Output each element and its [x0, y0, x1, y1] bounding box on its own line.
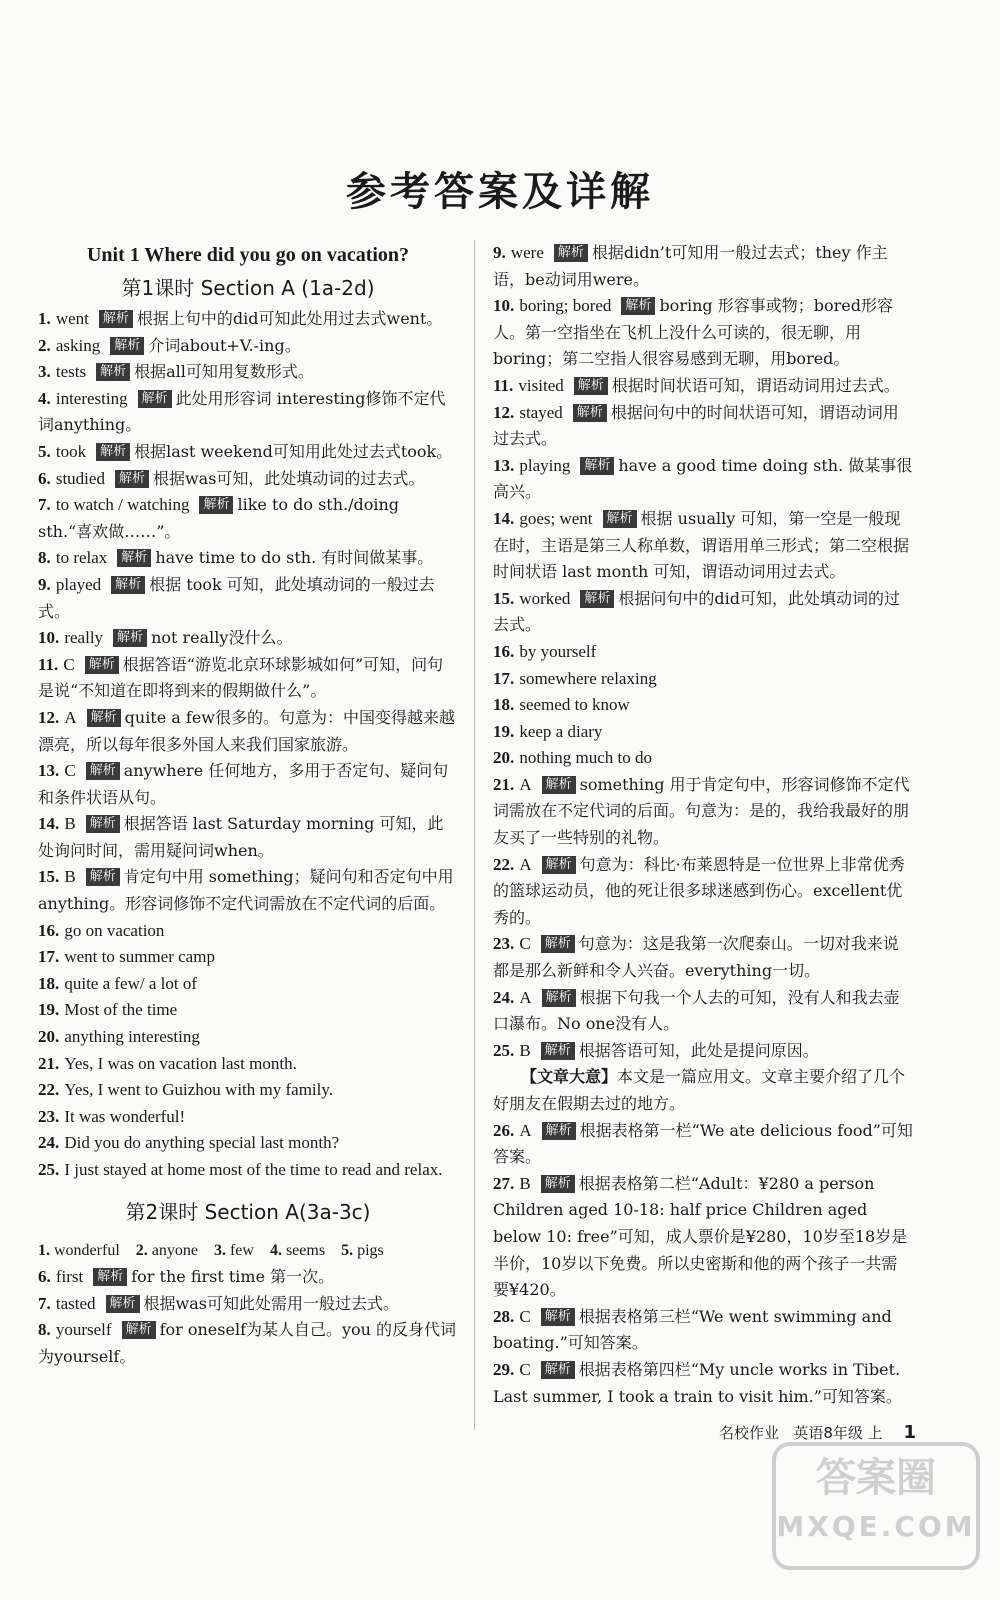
answer-text: pigs — [357, 1241, 384, 1259]
answer-text: really — [64, 628, 104, 648]
answer-item — [493, 1038, 913, 1065]
passage-summary — [493, 1064, 913, 1117]
answer-text: to relax — [55, 548, 108, 568]
analysis-text: quite a few很多的。句意为：中国变得越来越漂亮，所以每年很多外国人来我们国家旅游。 — [38, 707, 456, 754]
answer-item — [493, 453, 913, 506]
page-number: 1 — [903, 1422, 916, 1443]
analysis-tag: 解析 — [574, 377, 608, 395]
answer-number: 10. — [38, 628, 60, 648]
analysis-tag: 解析 — [541, 1308, 575, 1326]
analysis-text: have time to do sth. 有时间做某事。 — [155, 548, 434, 568]
analysis-tag: 解析 — [542, 989, 576, 1007]
answer-text: were — [510, 243, 544, 262]
answer-text: worked — [519, 588, 571, 608]
analysis-tag: 解析 — [85, 656, 119, 674]
analysis-text: 根据下句我一个人去的可知，没有人和我去壶口瀑布。No one没有人。 — [493, 987, 900, 1034]
footer-book: 名校作业 — [719, 1424, 780, 1442]
analysis-text: 介词about+V.-ing。 — [148, 335, 301, 355]
answer-number: 13. — [38, 761, 60, 781]
answer-item — [38, 944, 458, 971]
answer-number: 20. — [493, 748, 515, 768]
analysis-text: for oneself为某人自己。you 的反身代词为yourself。 — [38, 1320, 457, 1366]
analysis-tag: 解析 — [110, 337, 144, 355]
answer-number: 24. — [493, 987, 515, 1007]
analysis-tag: 解析 — [122, 1321, 156, 1339]
page-footer — [719, 1422, 916, 1443]
answer-text: C — [63, 654, 75, 674]
answer-item — [493, 1118, 913, 1171]
analysis-text: 根据 usually 可知，第一空是一般现在时，主语是第三人称单数，谓语用单三形式；第二空根据时间状语 last month 可知，谓语动词用过去式。 — [493, 508, 910, 582]
analysis-tag: 解析 — [117, 549, 151, 567]
answer-text: Yes, I was on vacation last month. — [64, 1053, 297, 1073]
answer-item — [38, 918, 458, 945]
analysis-text: 根据时间状语可知，谓语动词用过去式。 — [611, 375, 900, 395]
analysis-tag: 解析 — [87, 709, 121, 727]
answer-number: 9. — [38, 574, 51, 594]
answer-item — [493, 666, 913, 693]
answer-number: 16. — [38, 920, 60, 940]
analysis-text: 根据表格第三栏“We went swimming and boating.”可知答案。 — [493, 1306, 892, 1353]
answer-text: first — [55, 1267, 84, 1287]
inline-answer — [214, 1242, 254, 1259]
answer-item — [38, 625, 458, 652]
answer-item — [493, 586, 913, 639]
answer-text: C — [519, 1359, 531, 1379]
answer-item — [38, 492, 458, 545]
answer-text: wonderful — [54, 1241, 120, 1259]
answer-number: 27. — [493, 1173, 515, 1193]
analysis-text: 根据表格第二栏“Adult：¥280 a person Children aged 10-18: half price Children aged below 10: free”可知，成人票价是¥280，10岁至18岁是半价，10岁以下免费。所以史密斯和他的两个孩子一共需要¥420。 — [493, 1173, 908, 1300]
answer-text: It was wonderful! — [64, 1106, 186, 1126]
summary-text: 本文是一篇应用文。文章主要介绍了几个好朋友在假期去过的地方。 — [493, 1067, 906, 1113]
answer-number: 14. — [38, 814, 60, 834]
answer-item — [493, 852, 913, 932]
answer-text: interesting — [55, 388, 128, 408]
answer-text: went — [55, 309, 89, 328]
answer-number: 1. — [38, 1241, 50, 1259]
section2-answer-row — [38, 1238, 458, 1265]
analysis-tag: 解析 — [541, 1361, 575, 1379]
answer-number: 2. — [135, 1241, 148, 1259]
analysis-tag: 解析 — [86, 868, 120, 886]
answer-text: B — [519, 1173, 531, 1193]
answer-text: C — [519, 1306, 531, 1326]
answer-number: 24. — [38, 1133, 60, 1153]
answer-item — [38, 811, 458, 864]
answer-item — [493, 1357, 913, 1410]
answer-item — [493, 745, 913, 772]
answer-number: 1. — [38, 309, 51, 328]
analysis-tag: 解析 — [580, 590, 614, 608]
answer-item — [38, 1024, 458, 1051]
page-title: 参考答案及详解 — [346, 168, 654, 215]
answer-number: 22. — [38, 1080, 60, 1100]
analysis-tag: 解析 — [99, 310, 133, 328]
answer-text: A — [519, 774, 532, 794]
answer-item — [38, 1130, 458, 1157]
answer-number: 19. — [493, 721, 515, 741]
analysis-text: 句意为：这是我第一次爬泰山。一切对我来说都是那么新鲜和令人兴奋。everything一切。 — [493, 934, 899, 981]
answer-item — [38, 1291, 458, 1318]
answer-number: 11. — [38, 654, 59, 674]
answer-number: 3. — [38, 362, 51, 382]
answer-number: 2. — [38, 335, 51, 355]
answer-item — [38, 386, 458, 439]
analysis-text: 根据答语“游览北京环球影城如何”可知，问句是说“不知道在即将到来的假期做什么”。 — [38, 654, 444, 701]
answer-item — [493, 985, 913, 1038]
analysis-text: anywhere 任何地方，多用于否定句、疑问句和条件状语从句。 — [38, 761, 449, 807]
answer-number: 4. — [269, 1241, 282, 1259]
unit-title: Unit 1 Where did you go on vacation? — [86, 244, 410, 266]
answer-item — [493, 931, 913, 984]
analysis-text: for the first time 第一次。 — [131, 1267, 335, 1287]
answer-item — [38, 466, 458, 493]
answer-item — [38, 864, 458, 917]
answer-item — [493, 506, 913, 586]
answer-text: B — [64, 814, 76, 834]
answer-number: 10. — [493, 296, 515, 316]
section-title-2: 第2课时 Section A(3a-3c) — [125, 1199, 371, 1224]
answer-item — [38, 306, 458, 333]
answer-number: 6. — [38, 1267, 51, 1287]
right-answer-list — [493, 240, 913, 1064]
answer-text: seems — [285, 1241, 326, 1259]
answer-item — [38, 997, 458, 1024]
answer-number: 21. — [38, 1053, 60, 1073]
answer-number: 18. — [38, 973, 60, 993]
answer-number: 4. — [38, 388, 51, 408]
analysis-tag: 解析 — [542, 1122, 576, 1140]
analysis-tag: 解析 — [542, 856, 576, 874]
left-answer-list — [38, 306, 458, 1184]
analysis-text: 根据was可知此处需用一般过去式。 — [143, 1293, 399, 1313]
answer-item — [38, 359, 458, 386]
answer-item — [38, 545, 458, 572]
analysis-tag: 解析 — [541, 1175, 575, 1193]
answer-number: 26. — [493, 1120, 515, 1140]
answer-number: 14. — [493, 508, 515, 528]
right-column — [493, 240, 913, 1410]
answer-text: A — [64, 707, 77, 727]
answer-text: took — [55, 441, 87, 461]
answer-text: keep a diary — [519, 721, 603, 741]
analysis-tag: 解析 — [603, 510, 637, 528]
answer-number: 7. — [38, 495, 51, 515]
answer-text: I just stayed at home most of the time to read and relax. — [64, 1160, 443, 1179]
answer-number: 12. — [493, 402, 515, 422]
answer-item — [493, 373, 913, 400]
answer-text: to watch / watching — [55, 495, 190, 515]
answer-item — [38, 439, 458, 466]
answer-item — [38, 971, 458, 998]
answer-number: 18. — [493, 695, 515, 715]
footer-subject: 英语8年级 上 — [793, 1424, 883, 1442]
answer-number: 15. — [38, 867, 60, 887]
analysis-text: like to do sth./doing sth.“喜欢做……”。 — [38, 495, 400, 541]
answer-number: 23. — [493, 934, 515, 954]
answer-text: nothing much to do — [519, 748, 653, 768]
inline-answer — [270, 1242, 325, 1259]
analysis-text: 根据didn’t可知用一般过去式；they 作主语，be动词用were。 — [493, 243, 888, 289]
analysis-tag: 解析 — [541, 1042, 575, 1060]
answer-text: Did you do anything special last month? — [64, 1133, 340, 1153]
analysis-text: 根据问句中的did可知，此处填动词的过去式。 — [493, 588, 900, 635]
answer-text: B — [64, 867, 76, 887]
analysis-tag: 解析 — [93, 1268, 127, 1286]
left-column — [38, 240, 458, 1371]
answer-number: 5. — [341, 1241, 354, 1259]
answer-number: 7. — [38, 1293, 51, 1313]
answer-item — [38, 1051, 458, 1078]
answer-text: yourself — [55, 1320, 112, 1340]
answer-number: 13. — [493, 455, 515, 475]
answer-number: 3. — [213, 1241, 226, 1259]
analysis-text: 根据was可知，此处填动词的过去式。 — [152, 468, 425, 488]
answer-text: B — [519, 1040, 531, 1060]
answer-number: 23. — [38, 1106, 60, 1126]
answer-item — [493, 293, 913, 373]
answer-text: Yes, I went to Guizhou with my family. — [64, 1080, 334, 1100]
answer-item — [493, 400, 913, 453]
answer-number: 6. — [38, 468, 51, 488]
answer-text: Most of the time — [64, 1000, 178, 1020]
answer-text: by yourself — [519, 641, 597, 661]
answer-text: A — [519, 854, 532, 874]
answer-text: asking — [55, 335, 101, 355]
watermark-top: 答案圈 — [816, 1455, 936, 1501]
answer-number: 22. — [493, 854, 515, 874]
analysis-text: 根据表格第四栏“My uncle works in Tibet. Last summer, I took a train to visit him.”可知答案。 — [493, 1359, 902, 1406]
watermark-logo — [772, 1442, 980, 1570]
answer-item — [38, 1077, 458, 1104]
analysis-tag: 解析 — [554, 244, 588, 262]
inline-answer — [38, 1242, 120, 1259]
answer-text: C — [64, 761, 76, 781]
answer-number: 25. — [493, 1040, 515, 1060]
analysis-text: something 用于肯定句中，形容词修饰不定代词需放在不定代词的后面。句意为：是的，我给我最好的朋友买了一些特别的礼物。 — [493, 774, 910, 848]
answer-text: went to summer camp — [64, 947, 215, 967]
analysis-tag: 解析 — [199, 496, 233, 514]
analysis-tag: 解析 — [96, 363, 130, 381]
answer-number: 15. — [493, 588, 515, 608]
column-divider — [474, 240, 475, 1430]
analysis-tag: 解析 — [86, 762, 120, 780]
answer-number: 5. — [38, 441, 51, 461]
answer-number: 25. — [38, 1160, 60, 1179]
analysis-tag: 解析 — [111, 576, 145, 594]
answer-item — [38, 758, 458, 811]
analysis-text: 根据答语 last Saturday morning 可知，此处询问时间，需用疑问词when。 — [38, 814, 444, 860]
answer-item — [38, 1104, 458, 1131]
answer-item — [38, 1264, 458, 1291]
answer-number: 9. — [493, 243, 506, 262]
answer-item — [38, 333, 458, 360]
answer-text: few — [229, 1241, 254, 1259]
answer-text: anything interesting — [64, 1027, 200, 1047]
analysis-tag: 解析 — [106, 1295, 140, 1313]
answer-text: boring; bored — [519, 296, 612, 316]
answer-item — [38, 572, 458, 625]
answer-number: 21. — [493, 774, 515, 794]
analysis-tag: 解析 — [541, 935, 575, 953]
analysis-tag: 解析 — [86, 815, 120, 833]
answer-text: A — [519, 987, 532, 1007]
analysis-tag: 解析 — [542, 776, 576, 794]
answer-item — [38, 1157, 458, 1184]
analysis-tag: 解析 — [580, 457, 614, 475]
answer-item — [493, 639, 913, 666]
analysis-tag: 解析 — [138, 390, 172, 408]
analysis-tag: 解析 — [113, 629, 147, 647]
analysis-text: have a good time doing sth. 做某事很高兴。 — [493, 455, 913, 502]
analysis-text: 根据all可知用复数形式。 — [134, 362, 314, 382]
answer-number: 8. — [38, 1320, 51, 1340]
answer-number: 29. — [493, 1359, 515, 1379]
answer-text: tests — [55, 362, 87, 382]
answer-number: 17. — [493, 668, 515, 688]
answer-item — [493, 240, 913, 293]
answer-number: 11. — [493, 375, 514, 395]
answer-text: playing — [519, 455, 571, 475]
analysis-text: 此处用形容词 interesting修饰不定代词anything。 — [38, 388, 446, 435]
answer-number: 19. — [38, 1000, 60, 1020]
answer-number: 16. — [493, 641, 515, 661]
analysis-text: 根据上句中的did可知此处用过去式went。 — [136, 309, 443, 328]
answer-text: goes; went — [519, 508, 593, 528]
answer-text: visited — [518, 375, 564, 395]
right-answer-list-2 — [493, 1118, 913, 1411]
watermark-bottom: MXQE.COM — [776, 1510, 976, 1543]
answer-number: 20. — [38, 1027, 60, 1047]
analysis-text: 根据表格第一栏“We ate delicious food”可知答案。 — [493, 1120, 913, 1167]
answer-number: 8. — [38, 548, 51, 568]
inline-answer — [136, 1242, 198, 1259]
analysis-text: 根据答语可知，此处是提问原因。 — [578, 1040, 819, 1060]
answer-item — [38, 705, 458, 758]
analysis-text: 根据 took 可知，此处填动词的一般过去式。 — [38, 574, 435, 621]
answer-text: A — [519, 1120, 532, 1140]
analysis-text: boring 形容事或物；bored形容人。第一空指坐在飞机上没什么可读的，很无聊，用boring；第二空指人很容易感到无聊，用bored。 — [493, 296, 893, 369]
answer-text: anyone — [151, 1241, 198, 1259]
summary-label: 【文章大意】 — [521, 1067, 618, 1087]
answer-text: studied — [55, 468, 105, 488]
answer-text: quite a few/ a lot of — [64, 973, 197, 993]
answer-number: 12. — [38, 707, 60, 727]
answer-item — [493, 1171, 913, 1304]
answer-text: seemed to know — [519, 695, 630, 715]
answer-item — [493, 719, 913, 746]
answer-item — [38, 652, 458, 705]
analysis-text: 肯定句中用 something；疑问句和否定句中用anything。形容词修饰不定代词需放在不定代词的后面。 — [38, 867, 454, 914]
analysis-tag: 解析 — [573, 404, 607, 422]
answer-text: C — [519, 934, 531, 954]
answer-text: tasted — [55, 1293, 96, 1313]
answer-item — [38, 1317, 458, 1370]
analysis-text: 根据问句中的时间状语可知，谓语动词用过去式。 — [493, 402, 899, 449]
answer-item — [493, 772, 913, 852]
analysis-text: 句意为：科比·布莱恩特是一位世界上非常优秀的篮球运动员，他的死让很多球迷感到伤心。excellent优秀的。 — [493, 854, 905, 927]
analysis-text: not really没什么。 — [151, 628, 293, 648]
answer-text: played — [55, 574, 102, 594]
analysis-tag: 解析 — [115, 470, 149, 488]
inline-answer — [341, 1242, 384, 1259]
analysis-text: 根据last weekend可知用此处过去式took。 — [134, 441, 453, 461]
answer-item — [493, 1304, 913, 1357]
answer-text: somewhere relaxing — [519, 668, 657, 688]
answer-number: 28. — [493, 1306, 515, 1326]
section-title-1: 第1课时 Section A (1a-2d) — [121, 276, 375, 300]
answer-number: 17. — [38, 947, 60, 967]
answer-item — [493, 692, 913, 719]
answer-text: stayed — [519, 402, 563, 422]
analysis-tag: 解析 — [621, 297, 655, 315]
answer-text: go on vacation — [64, 920, 165, 940]
analysis-tag: 解析 — [96, 443, 130, 461]
left-answer-list-2 — [38, 1264, 458, 1370]
